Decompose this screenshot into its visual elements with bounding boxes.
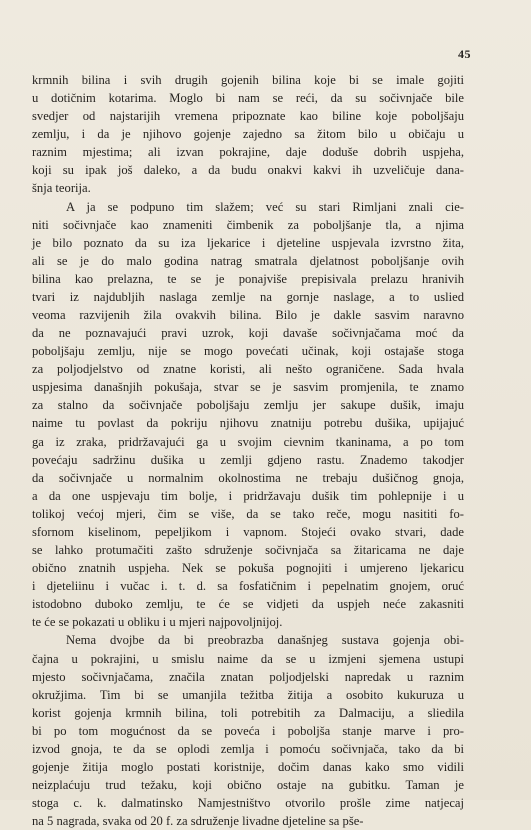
paragraph — [32, 198, 464, 632]
text-line: sfornom kiselinom, pepeljikom i vapnom. Stojeći ovako stvari, dade — [32, 524, 464, 539]
text-line: ali se je do malo godina natrag smatrala djelatnost poboljšanje ovih — [32, 253, 464, 268]
text-line: i djeteliinu i vučac i. t. d. sa fosfatičnim i pepelnatim gnojem, oruć — [32, 579, 464, 594]
text-line: koji su ipak još daleko, a da budu onakvi kakvi ih uzveličuje dana- — [32, 163, 464, 178]
text-line: stoga c. k. dalmatinsko Namjestništvo otvorilo prošle zime natjecaj — [32, 796, 464, 811]
text-line: izvod gnoja, te da se oplodi zemlja i pomoću sočivnjača, tako da bi — [32, 741, 464, 756]
text-line: tolikoj većoj mjeri, čim se više, da se tako reče, mogu nasititi fo- — [32, 506, 464, 521]
text-line: te će se pokazati u obliku i u mjeri najpovoljnijoj. — [32, 615, 283, 630]
text-line: Nema dvojbe da bi preobrazba današnjeg sustava gojenja obi- — [66, 633, 464, 648]
text-line: zemlju, i da je njihovo gojenje zajedno sa žitom bilo u običaju u — [32, 127, 464, 142]
text-line: tvari iz najdubljih naslaga zemlje na gornje naslage, a to uslied — [32, 289, 464, 304]
text-line: a da one uspjevaju tim bolje, i pridržavaju dušik tim pohlepnije i u — [32, 488, 464, 503]
text-line: povećaju sadržinu dušika u zemlji gdjeno rastu. Znademo takodjer — [32, 452, 464, 467]
text-line: okružjima. Tim bi se umanjila težitba žitija a osobito kukuruza u — [32, 687, 464, 702]
text-line: uspjesima današnjih pokušaja, stvar se je sasvim promjenila, te znamo — [32, 380, 464, 395]
text-line: gojenje žitija moglo postati koristnije, dočim danas kako smo vidili — [32, 759, 464, 774]
paragraph — [32, 71, 464, 198]
text-line: u dotičnim kotarima. Moglo bi nam se reći, da su sočivnjače bile — [32, 91, 464, 106]
text-line: za stalno da sočivnjače poboljšaju zemlju jer sakupe dušik, imaju — [32, 398, 464, 413]
paragraph — [32, 631, 464, 830]
text-line: niti sočivnjače kao znameniti čimbenik za poboljšanje tla, a njima — [32, 217, 464, 232]
text-line: poboljšaju zemlju, nije se mogo povećati učinak, koji ostajaše stoga — [32, 344, 464, 359]
text-line: mjesto sočivnjačama, značila znatan poljodjelski napredak u raznim — [32, 669, 464, 684]
text-line: veoma razvijenih žila ovakvih bilina. Bilo je dakle sasvim naravno — [32, 308, 464, 323]
text-line: na 5 nagrada, svaka od 20 f. za sdruženje livadne djeteline sa pše- — [32, 814, 364, 829]
text-line: je bilo poznato da su iza ljekarice i djeteline uspjevala izvrstno žita, — [32, 235, 464, 250]
text-line: čajna u pokrajini, u smislu naime da se u izmjeni sjemena ustupi — [32, 651, 464, 666]
text-line: da sočivnjače u normalnim okolnostima ne trebaju dušičnog gnoja, — [32, 470, 464, 485]
body-text — [32, 71, 464, 830]
text-line: obično znatnih uspjeha. Nek se pokuša pognojiti i umjereno ljekaricu — [32, 561, 464, 576]
text-line: za poljodjelstvo od znatne koristi, ali nešto ograničene. Sada hvala — [32, 362, 464, 377]
page-number: 45 — [458, 47, 471, 61]
text-line: A ja se podpuno tim slažem; već su stari Rimljani znali cie- — [66, 199, 464, 214]
text-line: naime tu povlast da pokriju njihovu znatniju potrebu dušika, upijajuć — [32, 416, 464, 431]
text-line: svedjer od najstarijih vremena pripoznate kao biline koje poboljšaju — [32, 109, 464, 124]
text-line: korist gojenja krmnih bilina, toli potrebitih za Dalmaciju, a sliedila — [32, 705, 464, 720]
text-line: bi po tom mogućnost da se poveća i poboljša stanje marve i pro- — [32, 723, 464, 738]
text-line: raznim mjestima; ali izvan pokrajine, daje doduše dobrih uspjeha, — [32, 145, 464, 160]
text-line: da ne poznavajući pravi uzrok, koji davaše sočivnjačama moć da — [32, 326, 464, 341]
text-line: se lahko protumačiti zašto sdruženje sočivnjača sa žitaricama ne daje — [32, 543, 464, 558]
text-line: krmnih bilina i svih drugih gojenih bilina koje bi se imale gojiti — [32, 73, 464, 87]
text-line: bilina kao prelazna, te se je ponajviše prepisivala prelazu hranivih — [32, 271, 464, 286]
text-line: ga iz zraka, pridržavajući ga u svojim cievnim tkaninama, a po tom — [32, 434, 464, 449]
text-line: šnja teorija. — [32, 181, 91, 196]
text-line: istodobno duboko zemlju, te će se vidjeti da uspjeh neće zakasniti — [32, 597, 464, 612]
text-line: neizplaćuju trud težaku, koji obično ostaje na gubitku. Taman je — [32, 778, 464, 793]
